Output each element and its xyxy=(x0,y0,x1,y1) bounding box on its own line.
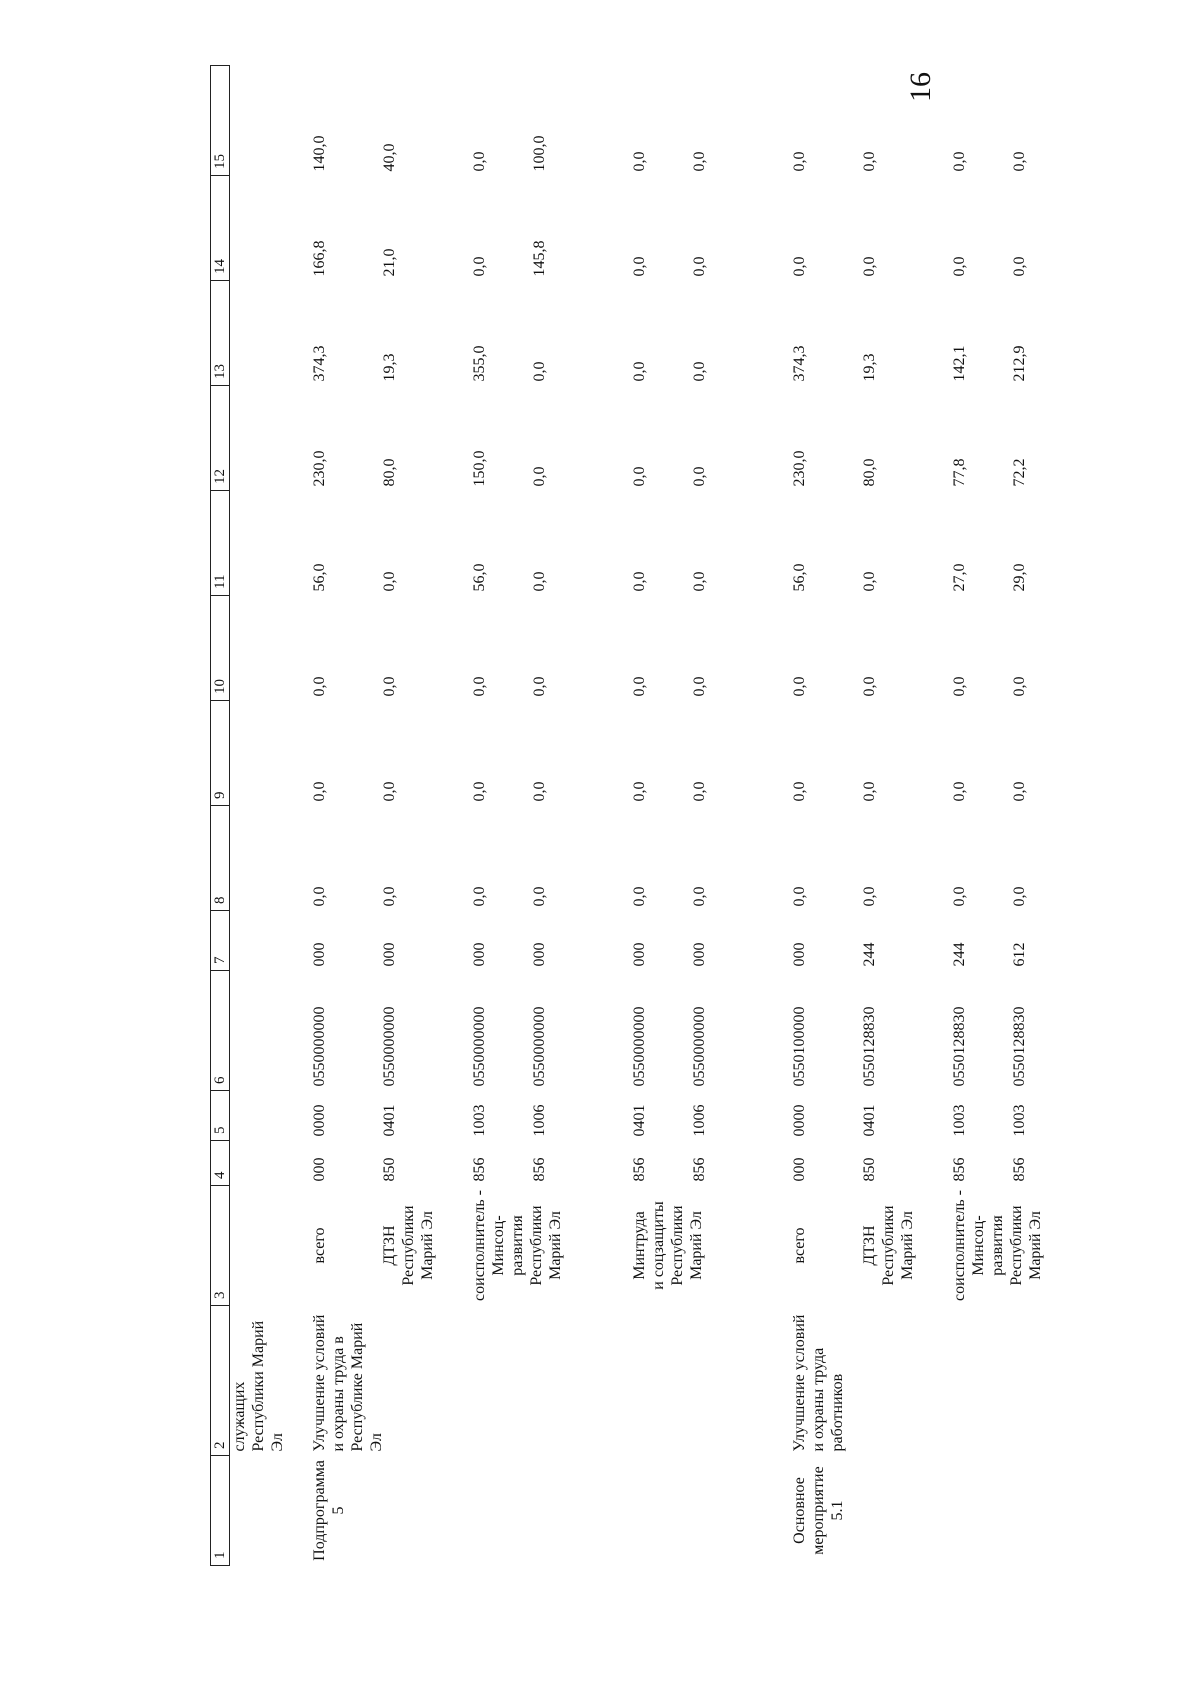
value-cell: 100,0 xyxy=(531,135,548,172)
csr-code: 0550000000 xyxy=(311,1006,328,1087)
value-cell: 0,0 xyxy=(691,256,708,277)
value-cell: 0,0 xyxy=(691,781,708,802)
value-cell: 21,0 xyxy=(381,248,398,277)
value-cell: 72,2 xyxy=(1011,458,1028,487)
vr-code: 000 xyxy=(381,942,398,967)
value-cell: 212,9 xyxy=(1011,345,1028,382)
value-cell: 0,0 xyxy=(861,886,878,907)
value-cell: 0,0 xyxy=(861,676,878,697)
column-header: 2 xyxy=(211,1306,230,1456)
value-cell: 0,0 xyxy=(631,466,648,487)
program-level: Подпрограмма 5 xyxy=(311,1460,347,1561)
value-cell: 150,0 xyxy=(471,450,488,487)
column-header: 10 xyxy=(211,596,230,701)
csr-code: 0550100000 xyxy=(791,1006,808,1087)
executor-name: ДТЗН Республики Марий Эл xyxy=(381,1205,436,1286)
grbs-code: 000 xyxy=(791,1157,808,1182)
value-cell: 0,0 xyxy=(691,151,708,172)
column-header: 6 xyxy=(211,971,230,1091)
value-cell: 0,0 xyxy=(951,151,968,172)
program-name: Улучшение условий и охраны труда в Республике Марий Эл xyxy=(311,1314,385,1452)
value-cell: 0,0 xyxy=(381,886,398,907)
grbs-code: 000 xyxy=(311,1157,328,1182)
column-header: 5 xyxy=(211,1091,230,1141)
grbs-code: 856 xyxy=(951,1157,968,1182)
value-cell: 145,8 xyxy=(531,240,548,277)
grbs-code: 856 xyxy=(631,1157,648,1182)
vr-code: 000 xyxy=(471,942,488,967)
rzpr-code: 1003 xyxy=(951,1104,968,1137)
grbs-code: 850 xyxy=(381,1157,398,1182)
value-cell: 56,0 xyxy=(471,563,488,592)
value-cell: 0,0 xyxy=(791,256,808,277)
value-cell: 0,0 xyxy=(691,571,708,592)
value-cell: 0,0 xyxy=(791,781,808,802)
value-cell: 29,0 xyxy=(1011,563,1028,592)
rotated-table-wrapper xyxy=(210,66,1044,1566)
table-row xyxy=(310,66,380,1566)
rzpr-code: 0000 xyxy=(311,1104,328,1137)
csr-code: 0550000000 xyxy=(531,1006,548,1087)
header-row xyxy=(211,66,230,1566)
rzpr-code: 0401 xyxy=(861,1104,878,1137)
grbs-code: 856 xyxy=(471,1157,488,1182)
value-cell: 0,0 xyxy=(311,781,328,802)
rzpr-code: 1003 xyxy=(1011,1104,1028,1137)
value-cell: 0,0 xyxy=(471,781,488,802)
value-cell: 0,0 xyxy=(631,256,648,277)
value-cell: 0,0 xyxy=(531,466,548,487)
executor-name: ДТЗН Республики Марий Эл xyxy=(861,1205,916,1286)
executor-name: всего xyxy=(311,1227,328,1264)
executor-name: соисполнитель - Минсоц- развития Республики Марий Эл xyxy=(471,1190,564,1301)
value-cell: 27,0 xyxy=(951,563,968,592)
value-cell: 0,0 xyxy=(381,676,398,697)
column-header: 7 xyxy=(211,911,230,971)
value-cell: 142,1 xyxy=(951,345,968,382)
grbs-code: 856 xyxy=(531,1157,548,1182)
csr-code: 0550000000 xyxy=(691,1006,708,1087)
value-cell: 0,0 xyxy=(791,151,808,172)
value-cell: 0,0 xyxy=(691,886,708,907)
column-header: 9 xyxy=(211,701,230,806)
value-cell: 355,0 xyxy=(471,345,488,382)
value-cell: 80,0 xyxy=(381,458,398,487)
column-header: 4 xyxy=(211,1141,230,1186)
value-cell: 0,0 xyxy=(531,781,548,802)
value-cell: 0,0 xyxy=(861,151,878,172)
value-cell: 0,0 xyxy=(691,361,708,382)
column-header: 1 xyxy=(211,1456,230,1566)
value-cell: 140,0 xyxy=(311,135,328,172)
value-cell: 0,0 xyxy=(1011,886,1028,907)
value-cell: 0,0 xyxy=(861,256,878,277)
vr-code: 000 xyxy=(791,942,808,967)
value-cell: 0,0 xyxy=(631,886,648,907)
value-cell: 0,0 xyxy=(791,886,808,907)
value-cell: 0,0 xyxy=(381,781,398,802)
value-cell: 0,0 xyxy=(471,886,488,907)
rzpr-code: 0401 xyxy=(631,1104,648,1137)
rzpr-code: 1006 xyxy=(691,1104,708,1137)
value-cell: 0,0 xyxy=(631,571,648,592)
value-cell: 0,0 xyxy=(631,361,648,382)
value-cell: 40,0 xyxy=(381,143,398,172)
budget-table xyxy=(210,65,1110,1566)
value-cell: 0,0 xyxy=(381,571,398,592)
value-cell: 374,3 xyxy=(791,345,808,382)
rzpr-code: 0000 xyxy=(791,1104,808,1137)
vr-code: 000 xyxy=(311,942,328,967)
column-header: 11 xyxy=(211,491,230,596)
value-cell: 0,0 xyxy=(1011,151,1028,172)
table-row xyxy=(790,66,860,1566)
value-cell: 230,0 xyxy=(791,450,808,487)
value-cell: 0,0 xyxy=(1011,676,1028,697)
rzpr-code: 1006 xyxy=(531,1104,548,1137)
rzpr-code: 1003 xyxy=(471,1104,488,1137)
column-header: 12 xyxy=(211,386,230,491)
value-cell: 0,0 xyxy=(531,676,548,697)
value-cell: 0,0 xyxy=(631,151,648,172)
value-cell: 0,0 xyxy=(471,151,488,172)
csr-code: 0550000000 xyxy=(471,1006,488,1087)
grbs-code: 850 xyxy=(861,1157,878,1182)
executor-name: соисполнитель - Минсоц- развития Республики Марий Эл xyxy=(951,1190,1044,1301)
value-cell: 0,0 xyxy=(311,676,328,697)
column-header: 14 xyxy=(211,176,230,281)
value-cell: 77,8 xyxy=(951,458,968,487)
value-cell: 0,0 xyxy=(951,256,968,277)
grbs-code: 856 xyxy=(1011,1157,1028,1182)
csr-code: 0550128830 xyxy=(861,1006,878,1087)
column-header: 3 xyxy=(211,1186,230,1306)
page-number: 16 xyxy=(904,72,937,102)
vr-code: 000 xyxy=(691,942,708,967)
csr-code: 0550128830 xyxy=(1011,1006,1028,1087)
column-header: 8 xyxy=(211,806,230,911)
value-cell: 230,0 xyxy=(311,450,328,487)
value-cell: 80,0 xyxy=(861,458,878,487)
vr-code: 000 xyxy=(531,942,548,967)
vr-code: 244 xyxy=(951,942,968,967)
value-cell: 0,0 xyxy=(1011,781,1028,802)
value-cell: 0,0 xyxy=(471,676,488,697)
csr-code: 0550128830 xyxy=(951,1006,968,1087)
executor-name: всего xyxy=(791,1227,808,1264)
continued-program-name: служащих Республики Марий Эл xyxy=(231,1320,286,1452)
value-cell: 0,0 xyxy=(311,886,328,907)
value-cell: 19,3 xyxy=(861,353,878,382)
csr-code: 0550000000 xyxy=(381,1006,398,1087)
value-cell: 0,0 xyxy=(631,676,648,697)
program-name: Улучшение условий и охраны труда работников xyxy=(791,1314,846,1452)
value-cell: 0,0 xyxy=(1011,256,1028,277)
vr-code: 000 xyxy=(631,942,648,967)
value-cell: 0,0 xyxy=(471,256,488,277)
value-cell: 56,0 xyxy=(791,563,808,592)
value-cell: 0,0 xyxy=(861,781,878,802)
value-cell: 0,0 xyxy=(951,781,968,802)
rzpr-code: 0401 xyxy=(381,1104,398,1137)
value-cell: 0,0 xyxy=(531,361,548,382)
value-cell: 166,8 xyxy=(311,240,328,277)
value-cell: 0,0 xyxy=(531,886,548,907)
column-header: 15 xyxy=(211,66,230,176)
value-cell: 0,0 xyxy=(631,781,648,802)
value-cell: 0,0 xyxy=(951,676,968,697)
executor-name: Минтруда и соцзащиты Республики Марий Эл xyxy=(631,1201,705,1290)
value-cell: 0,0 xyxy=(691,466,708,487)
column-header: 13 xyxy=(211,281,230,386)
vr-code: 244 xyxy=(861,942,878,967)
value-cell: 0,0 xyxy=(951,886,968,907)
value-cell: 0,0 xyxy=(691,676,708,697)
value-cell: 19,3 xyxy=(381,353,398,382)
table-body xyxy=(230,66,1111,1566)
program-level: Основное мероприятие 5.1 xyxy=(791,1466,846,1555)
csr-code: 0550000000 xyxy=(631,1006,648,1087)
grbs-code: 856 xyxy=(691,1157,708,1182)
value-cell: 374,3 xyxy=(311,345,328,382)
value-cell: 56,0 xyxy=(311,563,328,592)
value-cell: 0,0 xyxy=(861,571,878,592)
value-cell: 0,0 xyxy=(531,571,548,592)
vr-code: 612 xyxy=(1011,942,1028,967)
table-row xyxy=(230,66,311,1566)
value-cell: 0,0 xyxy=(791,676,808,697)
